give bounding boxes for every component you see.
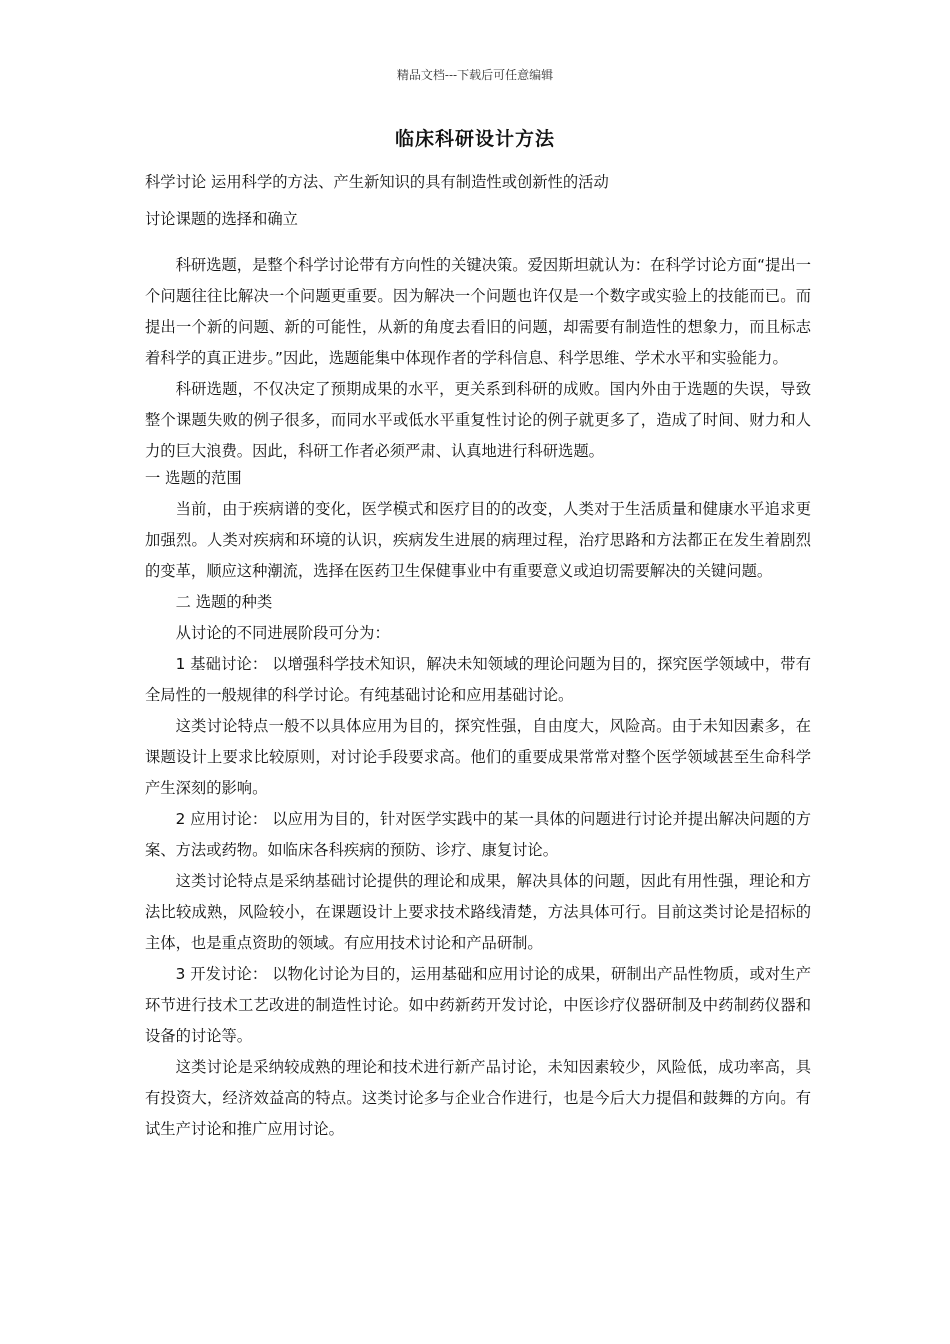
intro-paragraph-2: 科研选题，不仅决定了预期成果的水平，更关系到科研的成败。国内外由于选题的失误，导致整个课题失败的例子很多，而同水平或低水平重复性讨论的例子就更多了，造成了时间、财力和人力的巨大浪费。因此，科研工作者必须严肃、认真地进行科研选题。 xyxy=(145,380,811,460)
header-note: 精品文档---下载后可任意编辑 xyxy=(396,68,554,82)
type-applied-research-detail: 这类讨论特点是采纳基础讨论提供的理论和成果，解决具体的问题，因此有用性强，理论和方法比较成熟，风险较小，在课题设计上要求技术路线清楚，方法具体可行。目前这类讨论是招标的主体，也是重点资助的领域。有应用技术讨论和产品研制。 xyxy=(145,872,811,952)
type-basic-research-detail: 这类讨论特点一般不以具体应用为目的，探究性强，自由度大，风险高。由于未知因素多，在课题设计上要求比较原则，对讨论手段要求高。他们的重要成果常常对整个医学领域甚至生命科学产生深刻的影响。 xyxy=(145,717,811,797)
intro-paragraph-1: 科研选题，是整个科学讨论带有方向性的关键决策。爱因斯坦就认为：在科学讨论方面“提出一个问题往往比解决一个问题更重要。因为解决一个问题也许仅是一个数字或实验上的技能而已。而提出一个新的问题、新的可能性，从新的角度去看旧的问题，却需要有制造性的想象力，而且标志着科学的真正进步。”因此，选题能集中体现作者的学科信息、科学思维、学术水平和实验能力。 xyxy=(145,256,811,367)
type-applied-research: 2 应用讨论： 以应用为目的，针对医学实践中的某一具体的问题进行讨论并提出解决问题的方案、方法或药物。如临床各科疾病的预防、诊疗、康复讨论。 xyxy=(145,810,811,859)
scope-heading: 一 选题的范围 xyxy=(145,469,242,487)
type-development-research: 3 开发讨论： 以物化讨论为目的，运用基础和应用讨论的成果，研制出产品性物质，或对生产环节进行技术工艺改进的制造性讨论。如中药新药开发讨论，中医诊疗仪器研制及中药制药仪器和设备的讨论等。 xyxy=(145,965,811,1045)
types-intro: 从讨论的不同进展阶段可分为： xyxy=(175,624,390,642)
types-heading: 二 选题的种类 xyxy=(175,593,273,611)
section-heading: 讨论课题的选择和确立 xyxy=(145,210,298,228)
scope-paragraph: 当前，由于疾病谱的变化，医学模式和医疗目的的改变，人类对于生活质量和健康水平追求更加强烈。人类对疾病和环境的认识，疾病发生进展的病理过程，治疗思路和方法都正在发生着剧烈的变革，顺应这种潮流，选择在医药卫生保健事业中有重要意义或迫切需要解决的关键问题。 xyxy=(145,500,811,580)
document-body xyxy=(145,167,811,1145)
type-development-research-detail: 这类讨论是采纳较成熟的理论和技术进行新产品讨论，未知因素较少，风险低，成功率高，具有投资大，经济效益高的特点。这类讨论多与企业合作进行，也是今后大力提倡和鼓舞的方向。有试生产讨论和推广应用讨论。 xyxy=(145,1058,811,1138)
type-basic-research: 1 基础讨论： 以增强科学技术知识，解决未知领域的理论问题为目的，探究医学领域中，带有全局性的一般规律的科学讨论。有纯基础讨论和应用基础讨论。 xyxy=(145,655,811,704)
page-title: 临床科研设计方法 xyxy=(394,128,555,150)
definition-line: 科学讨论 运用科学的方法、产生新知识的具有制造性或创新性的活动 xyxy=(145,173,609,191)
